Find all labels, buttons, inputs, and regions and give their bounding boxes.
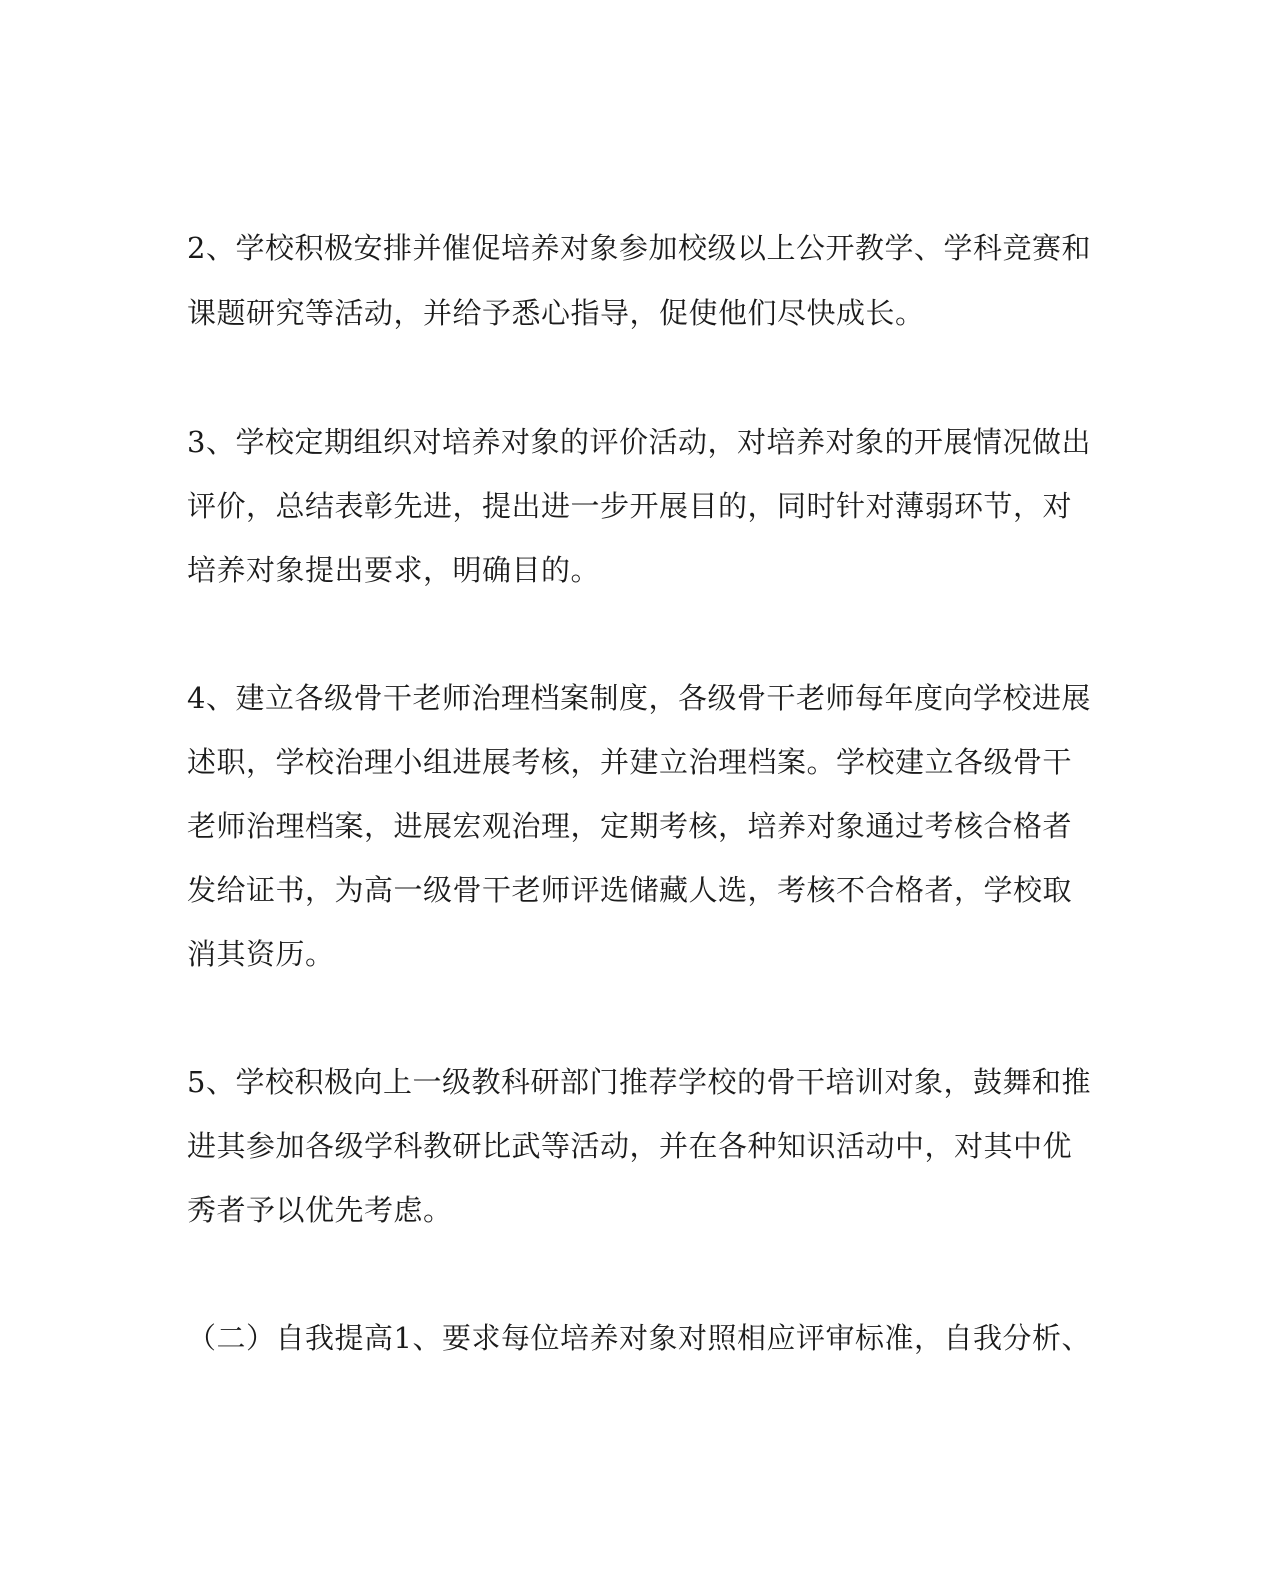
paragraph-3-line-2: 评价，总结表彰先进，提出进一步开展目的，同时针对薄弱环节，对 [187,489,1073,523]
section-2-heading-line: （二）自我提高1、要求每位培养对象对照相应评审标准，自我分析、 [187,1321,1091,1355]
paragraph-3-line-1: 3、学校定期组织对培养对象的评价活动，对培养对象的开展情况做出 [187,425,1091,459]
paragraph-4-line-4: 发给证书，为高一级骨干老师评选储藏人选，考核不合格者，学校取 [187,873,1073,907]
paragraph-4-line-5: 消其资历。 [187,937,335,971]
paragraph-3-line-3: 培养对象提出要求，明确目的。 [187,553,601,587]
paragraph-5-line-3: 秀者予以优先考虑。 [187,1193,453,1227]
paragraph-2-line-1: 2、学校积极安排并催促培养对象参加校级以上公开教学、学科竞赛和 [187,231,1091,265]
paragraph-4-line-2: 述职，学校治理小组进展考核，并建立治理档案。学校建立各级骨干 [187,745,1073,779]
paragraph-4-line-3: 老师治理档案，进展宏观治理，定期考核，培养对象通过考核合格者 [187,809,1073,843]
paragraph-5-line-2: 进其参加各级学科教研比武等活动，并在各种知识活动中，对其中优 [187,1129,1073,1163]
paragraph-5-line-1: 5、学校积极向上一级教科研部门推荐学校的骨干培训对象，鼓舞和推 [187,1065,1091,1099]
paragraph-4-line-1: 4、建立各级骨干老师治理档案制度，各级骨干老师每年度向学校进展 [187,681,1091,715]
paragraph-2-line-2: 课题研究等活动，并给予悉心指导，促使他们尽快成长。 [187,296,925,330]
